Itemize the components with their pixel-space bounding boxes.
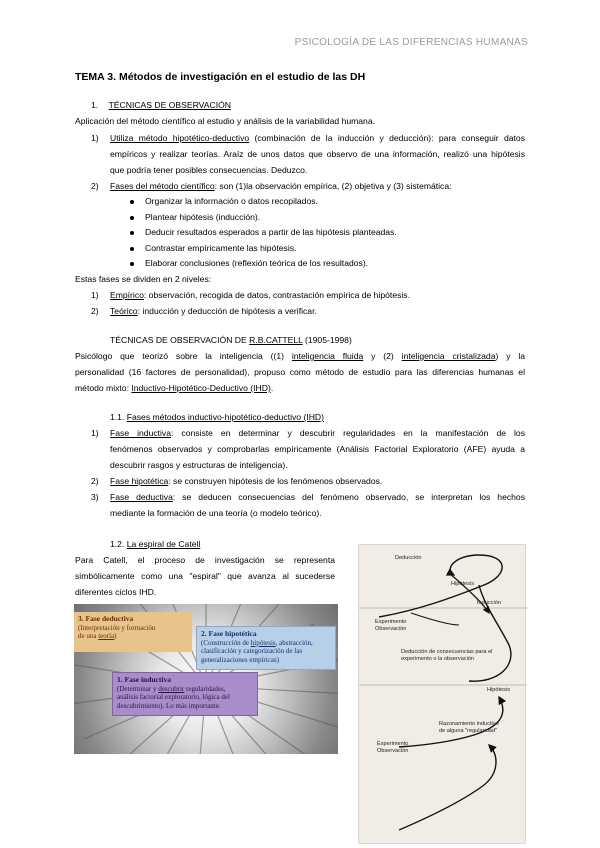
hypothetical-phase-box-line-1a: (Construcción de [201, 638, 251, 647]
levels-intro: Estas fases se dividen en 2 niveles: [75, 274, 212, 284]
ihd-item-3-line-2: mediante la formación de una teoría (o modelo teórico). [110, 508, 322, 518]
cattell-p1-b: y (2) [371, 351, 394, 361]
bullet-item: Elaborar conclusiones (reflexión teórica de los resultados). [145, 258, 369, 268]
consequences-line-2: experimento o la observación [401, 655, 475, 662]
level-1-rest: : observación, recogida de datos, contrastación empírica de hipótesis. [143, 290, 410, 300]
inductive-reasoning-label [439, 721, 499, 734]
section-1-number: 1. [91, 100, 99, 110]
inductive-phase-box-line-3: descubrimiento). Lo más importante. [117, 701, 221, 710]
empirical-link: Empírico [110, 290, 144, 300]
hypothesis-bottom-label: Hipótesis [487, 687, 511, 693]
ihd-item-3-number: 3) [91, 492, 99, 502]
level-2-number: 2) [91, 306, 99, 316]
inductive-reasoning-line-1: Razonamiento inductivo [439, 721, 499, 727]
discover-link: descubrir [158, 684, 185, 693]
ihd-item-1-number: 1) [91, 428, 99, 438]
ihd-item-1-line-3: descubrir rasgos y estructuras de inteligencia). [110, 460, 288, 470]
hypothetical-phase-box-line-1b: , abstracción, [275, 638, 313, 647]
item-2-text [110, 179, 452, 195]
experiment-1-line-1: Experimento [375, 619, 407, 625]
item-1-line-2: empíricos y realizar teorías. Araíz de unos datos que observo de una información, realizó una hipótesis [110, 149, 525, 159]
bullet-item: Deducir resultados esperados a partir de las hipótesis planteadas. [145, 227, 397, 237]
hypothesis-top-label: Hipótesis [451, 581, 475, 587]
inductive-phase-box-line-2: análisis factorial exploratorio, lógica del [117, 693, 230, 701]
section-1-2-number: 1.2. [110, 539, 125, 549]
consequences-label [401, 649, 492, 662]
item-1-number: 1) [91, 133, 99, 143]
spiral-phases-figure [74, 604, 338, 754]
ihd-item-1-line-1-rest: : consiste en determinar y descubrir regularidades en la manifestación de los [171, 428, 525, 438]
experiment-1-label [375, 619, 406, 632]
experiment-1-line-2: Observación [375, 625, 407, 632]
ihd-item-2-number: 2) [91, 476, 99, 486]
cattell-heading [110, 333, 352, 349]
ihd-item-2-text [110, 474, 382, 490]
cattell-p3-b: . [270, 383, 274, 393]
theory-link: teoría [98, 632, 115, 640]
section-1-heading [91, 98, 231, 114]
hypothetical-phase-box-title: 2. Fase hipotética [201, 629, 257, 638]
cattell-p1-c: ) y la [495, 351, 526, 361]
deductive-phase-box-line-2a: de una [78, 632, 99, 640]
bullet-dot [130, 247, 134, 251]
experiment-2-line-1: Experimento [377, 741, 409, 747]
item-1-line-1-rest: (combinación de la inducción y deducción): para conseguir datos [254, 133, 525, 143]
induction-label: Inducción [477, 600, 501, 606]
page-title: TEMA 3. Métodos de investigación en el estudio de las DH [75, 71, 366, 83]
deductive-phase-link: Fase deductiva [110, 492, 173, 502]
hypothesis-link: hipótesis [250, 638, 276, 647]
ihd-item-3-line-1 [110, 490, 525, 506]
cattell-paragraph-line-2: personalidad (16 factores de personalidad), propuso como método de estudio para las diferencias humanas el [75, 367, 525, 377]
section-1-1-number: 1.1. [110, 412, 125, 422]
section-1-title: TÉCNICAS DE OBSERVACIÓN [108, 100, 231, 110]
cattell-years: (1905-1998) [302, 335, 352, 345]
bullet-dot [130, 262, 134, 266]
inductive-phase-box-line-1a: (Determinar y [117, 684, 159, 693]
deductive-phase-box-line-2c: ) [114, 632, 117, 640]
cattell-p1-a: Psicólogo que teorizó sobre la inteligencia ((1) [75, 351, 285, 361]
spiral-line-3: diferentes ciclos IHD. [75, 587, 157, 597]
cattell-spiral-diagram [358, 544, 526, 844]
level-2-text [110, 304, 317, 320]
cattell-paragraph-line-3 [75, 381, 273, 397]
experiment-2-label [377, 741, 408, 754]
bullet-item: Contrastar empíricamente las hipótesis. [145, 243, 297, 253]
deductive-phase-box-title: 3. Fase deductiva [78, 614, 134, 623]
item-1-line-1 [110, 131, 525, 147]
level-2-rest: : inducción y deducción de hipótesis a verificar. [137, 306, 317, 316]
section-1-1-title: Fases métodos inductivo-hipotético-deductivo (IHD) [126, 412, 325, 422]
hypothetical-phase-box-line-2: clasificación y categorización de las [201, 647, 303, 655]
inductive-phase-box-title: 1. Fase inductiva [117, 675, 171, 684]
scientific-method-phases-link: Fases del método científico [110, 181, 215, 191]
level-1-text [110, 288, 410, 304]
crystallized-intelligence-link: inteligencia cristalizada [401, 351, 496, 361]
experiment-2-line-2: Observación [377, 747, 409, 754]
spiral-line-2: simbólicamente como una "espiral" que avanza al sucederse [75, 571, 335, 581]
hypothetico-deductive-link: Utiliza método hipotético-deductivo [110, 133, 250, 143]
deductive-phase-box-line-1: (Interpretación y formación [78, 623, 156, 632]
ihd-item-1-line-2: fenómenos observados y comprobarlas empíricamente (Análisis Factorial Exploratorio (AFE) ayuda a [110, 444, 525, 454]
bullet-dot [130, 200, 134, 204]
cattell-name: R.B.CATTELL [249, 335, 303, 345]
ihd-item-3-line-1-rest: : se deducen consecuencias del fenómeno observado, se interpretan los hechos [172, 492, 526, 502]
ihd-item-2-rest: : se construyen hipótesis de los fenómenos observados. [168, 476, 383, 486]
inductive-reasoning-line-2: de alguna "regularidad" [439, 727, 498, 734]
item-1-line-3: que podría tener posibles consecuencias. Deduzco. [110, 165, 308, 175]
spiral-curves-graphic [359, 545, 527, 845]
inductive-phase-box-line-1b: regularidades, [184, 684, 226, 693]
section-1-intro: Aplicación del método científico al estudio y análisis de la variabilidad humana. [75, 116, 376, 126]
section-1-1-heading [110, 410, 324, 426]
hypothetical-phase-link: Fase hipotética [110, 476, 169, 486]
item-2-number: 2) [91, 181, 99, 191]
ihd-method-link: Inductivo-Hipotético-Deductivo (IHD) [131, 383, 271, 393]
inductive-phase-box [112, 672, 258, 716]
deductive-phase-box [74, 612, 192, 652]
bullet-dot [130, 216, 134, 220]
section-1-2-title: La espiral de Catell [126, 539, 201, 549]
cattell-p3-a: método mixto: [75, 383, 132, 393]
spiral-line-1: Para Catell, el proceso de investigación se representa [75, 555, 335, 565]
level-1-number: 1) [91, 290, 99, 300]
deduction-label: Deducción [395, 555, 422, 561]
fluid-intelligence-link: inteligencia fluida [291, 351, 364, 361]
hypothetical-phase-box [196, 626, 336, 670]
bullet-item: Organizar la información o datos recopilados. [145, 196, 318, 206]
course-header: PSICOLOGÍA DE LAS DIFERENCIAS HUMANAS [294, 37, 528, 48]
ihd-item-1-line-1 [110, 426, 525, 442]
inductive-phase-link: Fase inductiva [110, 428, 172, 438]
cattell-paragraph-line-1 [75, 349, 525, 365]
section-1-2-heading [110, 537, 200, 553]
bullet-dot [130, 231, 134, 235]
cattell-heading-prefix: TÉCNICAS DE OBSERVACIÓN DE [110, 335, 250, 345]
item-2-rest: : son (1)la observación empírica, (2) objetiva y (3) sistemática: [214, 181, 452, 191]
bullet-item: Plantear hipótesis (inducción). [145, 212, 261, 222]
theoretical-link: Teórico [110, 306, 138, 316]
hypothetical-phase-box-line-3: generalizaciones empíricas) [201, 655, 279, 664]
consequences-line-1: Deducción de consecuencias para el [401, 649, 493, 655]
